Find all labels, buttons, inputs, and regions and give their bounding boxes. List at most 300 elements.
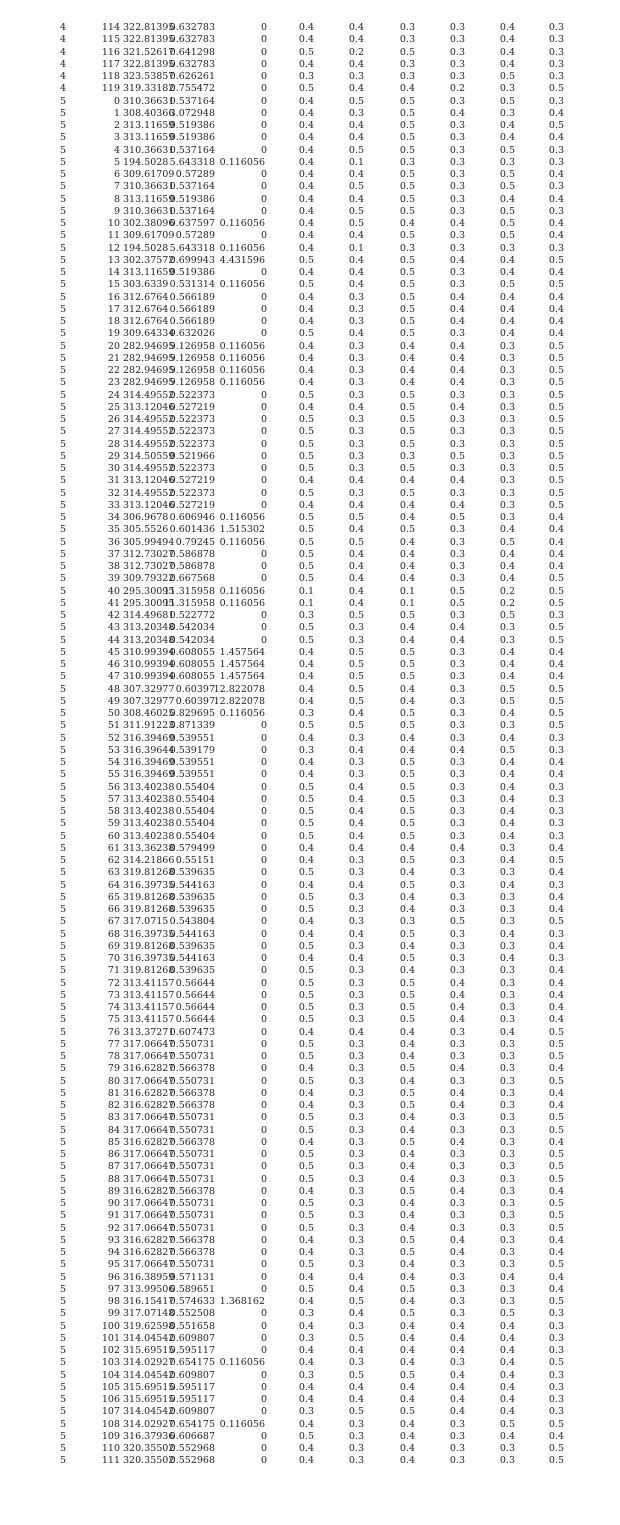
table-cell: 0.4: [298, 1381, 314, 1393]
table-cell: 0.4: [399, 634, 415, 646]
table-cell: 0.3: [499, 965, 515, 977]
table-cell: 314.21866: [123, 855, 175, 866]
table-cell: 95: [107, 1259, 120, 1271]
table-cell: 0.4: [499, 818, 515, 830]
table-cell: 0.3: [449, 132, 465, 144]
table-cell: 0.589651: [169, 1283, 215, 1295]
table-cell: 0.3: [499, 1051, 515, 1062]
table-cell: 316.62827: [123, 1185, 175, 1197]
table-cell: 0: [260, 1075, 267, 1087]
table-cell: 0.3: [548, 781, 564, 793]
table-cell: 0.5: [399, 132, 415, 144]
table-cell: 317.06647: [123, 1198, 175, 1209]
table-cell: 0.4: [399, 536, 415, 548]
table-cell: 0.4: [348, 1283, 364, 1295]
table-cell: 0.4: [399, 1345, 415, 1356]
table-cell: 0.4: [399, 1418, 415, 1430]
table-cell: 0.5: [298, 254, 314, 266]
table-cell: 1.457564: [219, 659, 265, 670]
table-cell: 0.4: [348, 830, 364, 842]
table-cell: 317.06647: [123, 1051, 175, 1062]
table-cell: 9.126958: [169, 352, 215, 364]
table-cell: 9.126958: [169, 340, 215, 352]
table-cell: 0.3: [499, 1173, 515, 1185]
table-cell: 0.3: [449, 573, 465, 585]
table-cell: 5: [60, 1406, 67, 1418]
table-cell: 0: [260, 1381, 267, 1393]
table-cell: 0.4: [548, 291, 564, 303]
table-cell: 313.11659: [123, 120, 175, 131]
table-cell: 0.116056: [219, 340, 265, 352]
table-cell: 5: [60, 316, 67, 327]
table-cell: 0.5: [298, 989, 314, 1001]
table-cell: 0: [260, 1124, 267, 1136]
table-cell: 0: [260, 622, 267, 634]
table-cell: 0.5: [298, 487, 314, 499]
table-cell: 61: [107, 842, 120, 854]
table-cell: 5: [60, 1332, 67, 1344]
table-cell: 0.116056: [219, 512, 265, 523]
table-cell: 51: [107, 720, 120, 732]
table-cell: 5: [60, 1357, 67, 1369]
table-cell: 44: [107, 634, 120, 646]
table-cell: 0.4: [298, 1026, 314, 1038]
table-cell: 0.3: [449, 928, 465, 940]
table-cell: 0.543804: [169, 916, 215, 928]
table-cell: 35: [107, 524, 120, 536]
table-cell: 0.5: [548, 1222, 564, 1234]
table-cell: 0.3: [449, 34, 465, 46]
table-cell: 0.3: [348, 1234, 364, 1246]
table-cell: 5: [113, 156, 120, 168]
table-cell: 0.4: [399, 1357, 415, 1369]
table-cell: 0.4: [449, 218, 465, 229]
table-row: [0, 1063, 620, 1075]
table-cell: 0.4: [399, 867, 415, 879]
table-cell: 0.4: [499, 1271, 515, 1283]
table-cell: 0.3: [499, 977, 515, 989]
table-cell: 0: [260, 548, 267, 560]
table-cell: 313.20348: [123, 634, 175, 646]
table-cell: 0.3: [449, 1357, 465, 1369]
table-cell: 0.3: [449, 1296, 465, 1307]
table-cell: 0.3: [499, 426, 515, 438]
table-cell: 0.3: [449, 1161, 465, 1173]
table-row: [0, 1296, 620, 1308]
table-cell: 0: [113, 95, 120, 107]
table-cell: 0.519386: [169, 267, 215, 278]
table-cell: 0.3: [449, 818, 465, 830]
table-cell: 0.3: [548, 205, 564, 217]
table-cell: 0.4: [399, 561, 415, 572]
table-cell: 0.3: [348, 1357, 364, 1369]
table-cell: 0.4: [399, 1455, 415, 1467]
table-cell: 0.3: [499, 377, 515, 389]
table-cell: 0.3: [548, 181, 564, 193]
table-cell: 0.5: [399, 793, 415, 805]
table-cell: 0.3: [348, 426, 364, 438]
table-cell: 0.4: [348, 879, 364, 891]
table-row: [0, 904, 620, 916]
table-cell: 0.3: [348, 1418, 364, 1430]
table-cell: 110: [101, 1443, 120, 1454]
table-cell: 5: [60, 1051, 67, 1062]
table-cell: 0.3: [348, 1443, 364, 1454]
table-cell: 0.4: [449, 1185, 465, 1197]
table-row: [0, 157, 620, 169]
table-cell: 313.40238: [123, 806, 175, 817]
table-cell: 34: [107, 512, 120, 523]
table-cell: 0.609807: [169, 1406, 215, 1418]
table-cell: 0.4: [348, 1381, 364, 1393]
table-cell: 75: [107, 1014, 120, 1026]
table-cell: 8: [113, 193, 120, 205]
table-cell: 0.566378: [169, 1234, 215, 1246]
table-cell: 5: [60, 426, 67, 438]
table-row: [0, 34, 620, 46]
table-cell: 1.368162: [219, 1296, 265, 1307]
table-cell: 0.5: [548, 426, 564, 438]
table-cell: 0.3: [449, 940, 465, 952]
table-cell: 0: [260, 1222, 267, 1234]
table-cell: 0.4: [348, 1345, 364, 1356]
table-cell: 0.3: [548, 1345, 564, 1356]
table-cell: 316.62827: [123, 1087, 175, 1099]
table-cell: 0.3: [348, 1320, 364, 1332]
table-cell: 0.4: [499, 769, 515, 781]
table-cell: 0.3: [449, 683, 465, 695]
table-cell: 5: [60, 561, 67, 572]
table-cell: 0.4: [449, 1369, 465, 1381]
table-cell: 0.4: [499, 1394, 515, 1405]
table-cell: 0.3: [449, 1283, 465, 1295]
table-cell: 0.3: [449, 22, 465, 33]
table-cell: 0.3: [449, 793, 465, 805]
table-cell: 0.5: [298, 1259, 314, 1271]
table-cell: 0.5: [348, 1406, 364, 1418]
table-cell: 0.5: [399, 720, 415, 732]
table-cell: 5: [60, 1222, 67, 1234]
table-cell: 0.4: [348, 22, 364, 33]
table-cell: 0.5: [399, 1185, 415, 1197]
table-cell: 0.2: [449, 83, 465, 95]
table-cell: 0: [260, 107, 267, 119]
table-cell: 0.116056: [219, 585, 265, 597]
data-table: [0, 22, 620, 1468]
table-cell: 0.579499: [169, 842, 215, 854]
table-cell: 0.3: [348, 1124, 364, 1136]
table-cell: 37: [107, 548, 120, 560]
table-cell: 0.4: [399, 1332, 415, 1344]
table-cell: 0.116056: [219, 218, 265, 229]
table-row: [0, 1198, 620, 1210]
table-cell: 0.4: [298, 120, 314, 131]
table-cell: 317.06647: [123, 1210, 175, 1222]
table-cell: 0.4: [548, 1087, 564, 1099]
table-cell: 5: [60, 267, 67, 278]
table-cell: 0.4: [449, 316, 465, 327]
table-cell: 0.3: [499, 1283, 515, 1295]
table-cell: 0.4: [548, 1283, 564, 1295]
table-cell: 0.3: [548, 793, 564, 805]
table-cell: 319.81268: [123, 867, 175, 879]
table-cell: 0.3: [348, 303, 364, 315]
table-cell: 0.3: [449, 1430, 465, 1442]
table-cell: 5: [60, 279, 67, 291]
table-cell: 0.4: [548, 1063, 564, 1075]
table-cell: 0.4: [548, 757, 564, 768]
table-cell: 0.3: [348, 107, 364, 119]
table-cell: 0.4: [449, 1063, 465, 1075]
table-cell: 0.566378: [169, 1247, 215, 1258]
table-cell: 0: [260, 426, 267, 438]
table-cell: 0.5: [499, 1308, 515, 1320]
table-cell: 0.4: [348, 132, 364, 144]
table-cell: 0: [260, 1112, 267, 1124]
table-cell: 0.4: [348, 793, 364, 805]
table-cell: 0: [260, 22, 267, 33]
table-cell: 0.5: [548, 1124, 564, 1136]
table-cell: 0.3: [348, 291, 364, 303]
table-cell: 0.4: [298, 1247, 314, 1258]
table-cell: 0.519386: [169, 132, 215, 144]
table-cell: 0.5: [348, 683, 364, 695]
table-cell: 0.566378: [169, 1136, 215, 1148]
table-cell: 313.12046: [123, 401, 175, 413]
table-cell: 0.4: [499, 708, 515, 719]
table-cell: 5: [60, 1112, 67, 1124]
table-cell: 0.3: [298, 744, 314, 756]
table-cell: 0.5: [499, 610, 515, 621]
table-cell: 0.5: [499, 695, 515, 707]
table-cell: 0.3: [499, 1259, 515, 1271]
table-cell: 0: [260, 1198, 267, 1209]
table-cell: 0.3: [348, 1161, 364, 1173]
table-cell: 0.3: [449, 1308, 465, 1320]
table-cell: 5: [60, 144, 67, 156]
table-cell: 313.40238: [123, 818, 175, 830]
table-cell: 0.5: [399, 463, 415, 474]
table-cell: 5: [60, 499, 67, 511]
table-cell: 322.81395: [123, 22, 175, 33]
table-cell: 309.79322: [123, 573, 175, 585]
table-cell: 59: [107, 818, 120, 830]
table-cell: 314.04542: [123, 1369, 175, 1381]
table-cell: 0.5: [399, 855, 415, 866]
table-cell: 5: [60, 830, 67, 842]
table-cell: 0.5: [548, 1443, 564, 1454]
table-cell: 0: [260, 499, 267, 511]
table-cell: 0.5: [399, 254, 415, 266]
table-cell: 0.5: [548, 1259, 564, 1271]
table-cell: 0.1: [399, 585, 415, 597]
table-cell: 0.4: [348, 230, 364, 242]
table-cell: 5: [60, 95, 67, 107]
table-cell: 0.4: [298, 22, 314, 33]
table-cell: 1.457564: [219, 671, 265, 683]
table-cell: 0.3: [548, 953, 564, 964]
table-cell: 0.5: [548, 1075, 564, 1087]
table-row: [0, 451, 620, 463]
table-cell: 5: [60, 597, 67, 609]
table-cell: 0.2: [499, 585, 515, 597]
table-cell: 0: [260, 389, 267, 401]
table-cell: 312.73027: [123, 561, 175, 572]
table-cell: 0.4: [298, 1455, 314, 1467]
table-row: [0, 647, 620, 659]
table-cell: 0.4: [449, 1394, 465, 1405]
table-cell: 0.3: [449, 1112, 465, 1124]
table-cell: 0.3: [449, 144, 465, 156]
table-row: [0, 1039, 620, 1051]
table-cell: 0.4: [399, 573, 415, 585]
table-cell: 0.5: [399, 646, 415, 658]
table-cell: 0.5: [499, 181, 515, 193]
table-cell: 314.04542: [123, 1406, 175, 1418]
table-row: [0, 549, 620, 561]
table-cell: 0.3: [449, 328, 465, 340]
table-row: [0, 1125, 620, 1137]
table-cell: 0.3: [499, 867, 515, 879]
table-cell: 0.3: [449, 414, 465, 425]
table-cell: 0.4: [499, 953, 515, 964]
table-cell: 0.3: [449, 867, 465, 879]
table-cell: 0.586878: [169, 548, 215, 560]
table-cell: 0.4: [298, 757, 314, 768]
table-cell: 0.3: [348, 1149, 364, 1160]
table-cell: 0.4: [298, 916, 314, 928]
table-cell: 314.50559: [123, 450, 175, 462]
table-cell: 0.539635: [169, 904, 215, 915]
table-cell: 0.4: [348, 120, 364, 131]
table-cell: 313.37271: [123, 1026, 175, 1038]
table-cell: 0.57289: [175, 230, 215, 242]
table-cell: 282.94695: [123, 365, 175, 376]
table-cell: 0.4: [399, 1038, 415, 1050]
table-cell: 0.3: [348, 1014, 364, 1026]
table-row: [0, 965, 620, 977]
table-row: [0, 978, 620, 990]
table-cell: 5: [60, 1381, 67, 1393]
table-cell: 0.3: [499, 352, 515, 364]
table-row: [0, 524, 620, 536]
table-cell: 0.4: [298, 671, 314, 683]
table-cell: 0.2: [499, 597, 515, 609]
table-cell: 0.5: [499, 71, 515, 82]
table-cell: 0.4: [399, 352, 415, 364]
table-row: [0, 402, 620, 414]
table-cell: 40: [107, 585, 120, 597]
table-cell: 0.3: [499, 401, 515, 413]
table-cell: 6: [113, 169, 120, 180]
table-cell: 0.539635: [169, 891, 215, 903]
table-cell: 0.4: [348, 953, 364, 964]
table-cell: 0.55404: [175, 806, 215, 817]
table-row: [0, 1394, 620, 1406]
table-cell: 0.3: [348, 1087, 364, 1099]
table-cell: 0.3: [449, 671, 465, 683]
table-cell: 0.4: [499, 806, 515, 817]
table-cell: 0.552968: [169, 1455, 215, 1467]
table-cell: 0.5: [399, 389, 415, 401]
table-cell: 319.81268: [123, 940, 175, 952]
table-cell: 5: [60, 1430, 67, 1442]
table-cell: 0.4: [399, 1271, 415, 1283]
table-cell: 0.552508: [169, 1308, 215, 1320]
table-cell: 0.5: [298, 904, 314, 915]
table-cell: 0.4: [298, 377, 314, 389]
table-cell: 0.3: [298, 1332, 314, 1344]
table-cell: 0.4: [298, 842, 314, 854]
table-cell: 0.544163: [169, 953, 215, 964]
table-cell: 0.3: [348, 365, 364, 376]
table-cell: 0.586878: [169, 561, 215, 572]
table-cell: 0.3: [348, 438, 364, 450]
table-cell: 0.3: [348, 989, 364, 1001]
table-cell: 0.3: [449, 830, 465, 842]
table-cell: 0.3: [548, 144, 564, 156]
table-cell: 0: [260, 965, 267, 977]
table-cell: 0.4: [499, 46, 515, 58]
table-cell: 0.4: [298, 230, 314, 242]
table-row: [0, 1186, 620, 1198]
table-cell: 0.4: [449, 1087, 465, 1099]
table-cell: 0.4: [348, 34, 364, 46]
table-cell: 313.20348: [123, 622, 175, 634]
table-cell: 0: [260, 463, 267, 474]
table-cell: 86: [107, 1149, 120, 1160]
table-cell: 24: [107, 389, 120, 401]
table-cell: 0.5: [298, 634, 314, 646]
table-cell: 0.3: [399, 58, 415, 70]
table-cell: 0.5: [548, 450, 564, 462]
table-cell: 0.4: [348, 499, 364, 511]
table-cell: 0.4: [298, 242, 314, 254]
table-cell: 0.3: [399, 156, 415, 168]
table-cell: 0.3: [348, 71, 364, 82]
table-cell: 114: [101, 22, 120, 33]
table-cell: 307.32977: [123, 695, 175, 707]
table-row: [0, 292, 620, 304]
table-cell: 0.5: [548, 389, 564, 401]
table-cell: 0.4: [548, 169, 564, 180]
table-cell: 0: [260, 1308, 267, 1320]
table-cell: 0.571131: [169, 1271, 215, 1283]
table-cell: 5: [60, 708, 67, 719]
table-cell: 0.3: [499, 1014, 515, 1026]
table-cell: 0.537164: [169, 205, 215, 217]
table-cell: 0.5: [548, 634, 564, 646]
table-cell: 5: [60, 438, 67, 450]
table-row: [0, 561, 620, 573]
table-cell: 5: [60, 340, 67, 352]
table-cell: 0.5: [298, 463, 314, 474]
table-cell: 0.527219: [169, 401, 215, 413]
table-cell: 0.3: [348, 1185, 364, 1197]
table-cell: 0.5: [548, 499, 564, 511]
table-cell: 0.3: [499, 1063, 515, 1075]
table-cell: 0.550731: [169, 1198, 215, 1209]
table-cell: 0.4: [298, 95, 314, 107]
table-cell: 5: [60, 1198, 67, 1209]
table-cell: 317.06647: [123, 1161, 175, 1173]
table-cell: 0.4: [548, 891, 564, 903]
table-cell: 0.57289: [175, 169, 215, 180]
table-cell: 0.3: [548, 806, 564, 817]
table-cell: 0.3: [449, 487, 465, 499]
table-cell: 0.4: [499, 781, 515, 793]
table-cell: 81: [107, 1087, 120, 1099]
